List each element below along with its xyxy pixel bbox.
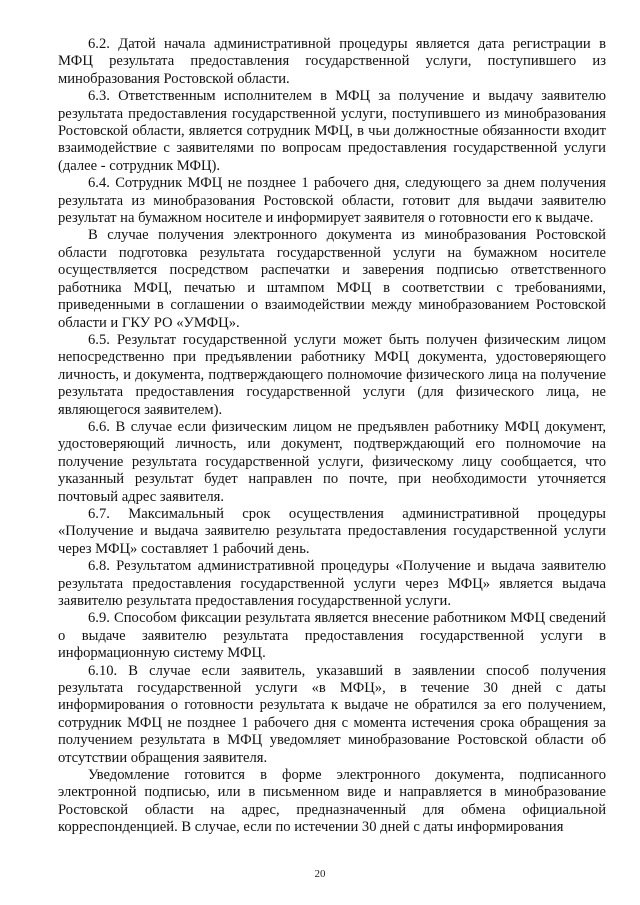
paragraph-6-2: 6.2. Датой начала административной процедуры является дата регистрации в МФЦ результата предоставления государственной услуги, поступившего из минобразования Ростовской области.: [58, 36, 606, 87]
paragraph-electronic-document: В случае получения электронного документа из минобразования Ростовской области подготовка результата государственной услуги на бумажном носителе осуществляется посредством распечатки и заверения подписью ответственного работника МФЦ, печатью и штампом МФЦ в соответствии с требованиями, приведенными в соглашении о взаимодействии между минобразованием Ростовской области и ГКУ РО «УМФЦ».: [58, 227, 606, 331]
paragraph-6-8: 6.8. Результатом административной процедуры «Получение и выдача заявителю результата предоставления государственной услуги через МФЦ» является выдача заявителю результата предоставления государственной услуги.: [58, 558, 606, 609]
paragraph-6-5: 6.5. Результат государственной услуги может быть получен физическим лицом непосредственно при предъявлении работнику МФЦ документа, удостоверяющего личность, и документа, подтверждающего полномочие физического лица на получение результата предоставления государственной услуги (для физического лица, не являющегося заявителем).: [58, 331, 606, 418]
paragraph-6-6: 6.6. В случае если физическим лицом не предъявлен работнику МФЦ документ, удостоверяющий личность, или документ, подтверждающий его полномочие на получение результата государственной услуги, физическому лицу сообщается, что указанный результат будет направлен по почте, при необходимости уточняется почтовый адрес заявителя.: [58, 418, 606, 505]
paragraph-6-3: 6.3. Ответственным исполнителем в МФЦ за получение и выдачу заявителю результата предоставления государственной услуги, поступившего из минобразования Ростовской области, является сотрудник МФЦ, в чьи должностные обязанности входит взаимодействие с заявителями по вопросам предоставления государственной услуги (далее - сотрудник МФЦ).: [58, 88, 606, 174]
paragraph-6-4: 6.4. Сотрудник МФЦ не позднее 1 рабочего дня, следующего за днем получения результата из минобразования Ростовской области, готовит для выдачи заявителю результат на бумажном носителе и информирует заявителя о готовности его к выдаче.: [58, 175, 606, 227]
page-number: 20: [314, 868, 326, 880]
paragraph-6-9: 6.9. Способом фиксации результата является внесение работником МФЦ сведений о выдаче заявителю результата предоставления государственной услуги в информационную систему МФЦ.: [58, 610, 606, 662]
paragraph-6-7: 6.7. Максимальный срок осуществления административной процедуры «Получение и выдача заявителю результата предоставления государственной услуги через МФЦ» составляет 1 рабочий день.: [58, 505, 606, 557]
paragraph-notification: Уведомление готовится в форме электронного документа, подписанного электронной подписью, или в письменном виде и направляется в минобразование Ростовской области на адрес, предназначенный для обмена официальной корреспонденцией. В случае, если по истечении 30 дней с даты информирования: [58, 767, 606, 836]
document-page: [58, 36, 606, 837]
paragraph-6-10: 6.10. В случае если заявитель, указавший в заявлении способ получения результата государственной услуги «в МФЦ», в течение 30 дней с даты информирования о готовности результата к выдаче не обратился за его получением, сотрудник МФЦ не позднее 1 рабочего дня с момента истечения срока обращения за получением результата в МФЦ уведомляет минобразование Ростовской области об отсутствии обращения заявителя.: [58, 662, 606, 766]
